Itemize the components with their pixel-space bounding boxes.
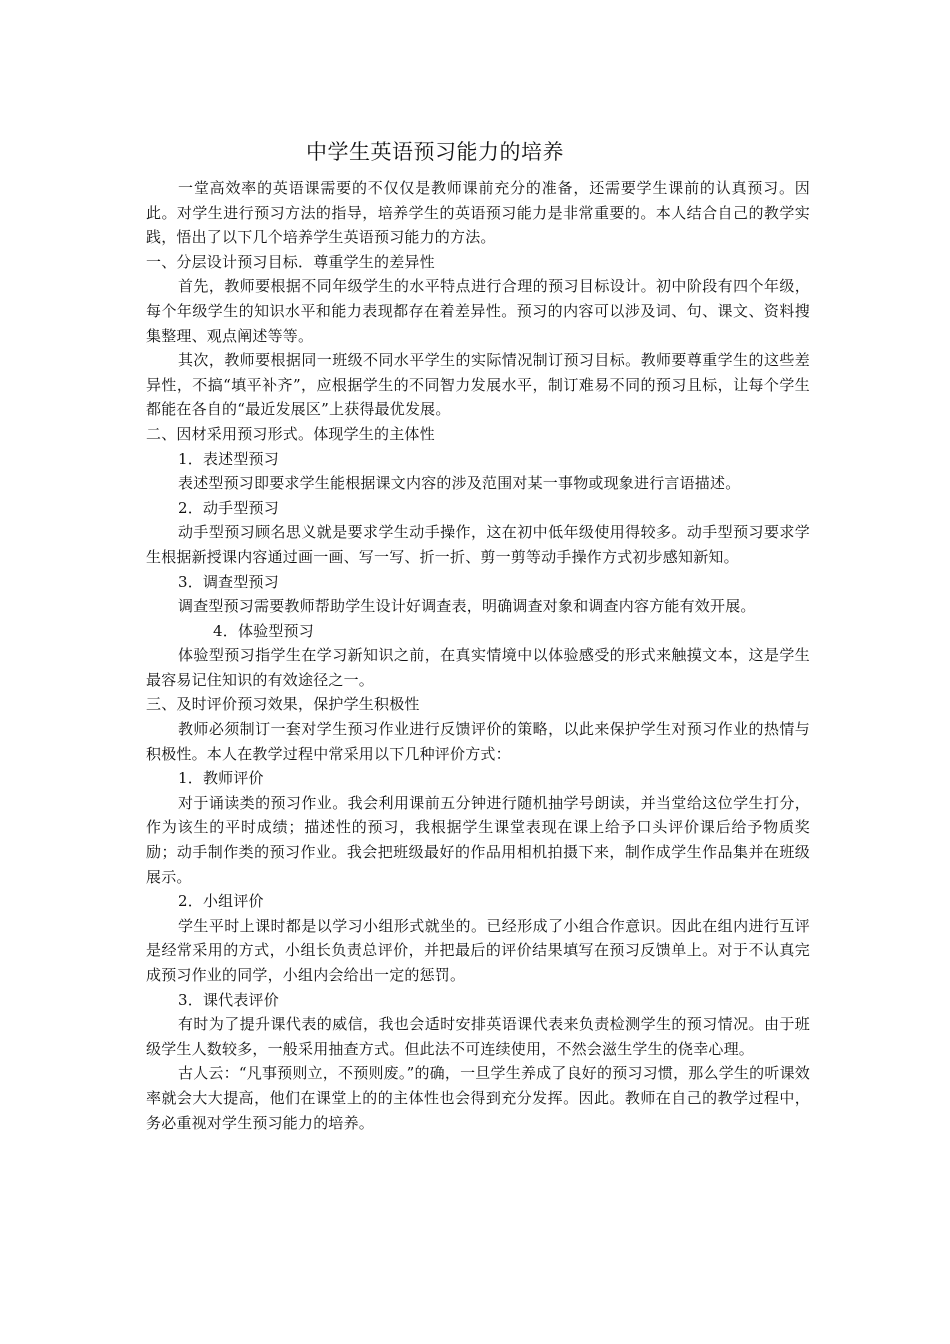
paragraph: 调查型预习需要教师帮助学生设计好调查表，明确调查对象和调查内容方能有效开展。 bbox=[178, 597, 756, 616]
paragraph: 有时为了提升课代表的威信，我也会适时安排英语课代表来负责检测学生的预习情况。由于班级学生人数较多，一般采用抽查方式。但此法不可连续使用，不然会滋生学生的侥幸心理。 bbox=[146, 1015, 810, 1058]
paragraph: 古人云：“凡事预则立，不预则废。”的确，一旦学生养成了良好的预习习惯，那么学生的听课效率就会大大提高，他们在课堂上的的主体性也会得到充分发挥。因此。教师在自己的教学过程中，务必重视对学生预习能力的培养。 bbox=[146, 1064, 810, 1132]
paragraph: 其次，教师要根据同一班级不同水平学生的实际情况制订预习目标。教师要尊重学生的这些差异性，不搞“填平补齐”，应根据学生的不同智力发展水平，制订难易不同的预习且标，让每个学生都能在各自的“最近发展区”上获得最优发展。 bbox=[146, 351, 810, 419]
document-title: 中学生英语预习能力的培养 bbox=[306, 140, 564, 164]
paragraph: 表述型预习即要求学生能根据课文内容的涉及范围对某一事物或现象进行言语描述。 bbox=[178, 474, 741, 493]
subsection-heading: 4．体验型预习 bbox=[213, 621, 314, 640]
section-heading: 二、因材采用预习形式。体现学生的主体性 bbox=[146, 424, 435, 443]
paragraph: 一堂高效率的英语课需要的不仅仅是教师课前充分的准备，还需要学生课前的认真预习。因此。对学生进行预习方法的指导，培养学生的英语预习能力是非常重要的。本人结合自己的教学实践，悟出了以下几个培养学生英语预习能力的方法。 bbox=[146, 179, 810, 247]
paragraph: 首先，教师要根据不同年级学生的水平特点进行合理的预习目标设计。初中阶段有四个年级，每个年级学生的知识水平和能力表现都存在着差异性。预习的内容可以涉及词、句、课文、资料搜集整理、观点阐述等等。 bbox=[146, 277, 810, 345]
subsection-heading: 3．课代表评价 bbox=[178, 990, 279, 1009]
section-heading: 一、分层设计预习目标．尊重学生的差异性 bbox=[146, 252, 435, 271]
paragraph: 动手型预习顾名思义就是要求学生动手操作，这在初中低年级使用得较多。动手型预习要求学生根据新授课内容通过画一画、写一写、折一折、剪一剪等动手操作方式初步感知新知。 bbox=[146, 523, 810, 566]
paragraph: 教师必须制订一套对学生预习作业进行反馈评价的策略，以此来保护学生对预习作业的热情与积极性。本人在教学过程中常采用以下几种评价方式： bbox=[146, 720, 810, 763]
document-body bbox=[146, 176, 810, 1135]
subsection-heading: 1．教师评价 bbox=[178, 769, 264, 788]
subsection-heading: 2．小组评价 bbox=[178, 892, 264, 911]
paragraph: 学生平时上课时都是以学习小组形式就坐的。已经形成了小组合作意识。因此在组内进行互评是经常采用的方式，小组长负责总评价，并把最后的评价结果填写在预习反馈单上。对于不认真完成预习作业的同学，小组内会给出一定的惩罚。 bbox=[146, 916, 810, 984]
paragraph: 体验型预习指学生在学习新知识之前，在真实情境中以体验感受的形式来触摸文本，这是学生最容易记住知识的有效途径之一。 bbox=[146, 646, 810, 689]
paragraph: 对于诵读类的预习作业。我会利用课前五分钟进行随机抽学号朗读，并当堂给这位学生打分，作为该生的平时成绩；描述性的预习，我根据学生课堂表现在课上给予口头评价课后给予物质奖励；动手制作类的预习作业。我会把班级最好的作品用相机拍摄下来，制作成学生作品集并在班级展示。 bbox=[146, 793, 810, 886]
subsection-heading: 3．调查型预习 bbox=[178, 572, 279, 591]
section-heading: 三、及时评价预习效果，保护学生积极性 bbox=[146, 695, 420, 714]
subsection-heading: 1．表述型预习 bbox=[178, 449, 279, 468]
subsection-heading: 2．动手型预习 bbox=[178, 498, 279, 517]
